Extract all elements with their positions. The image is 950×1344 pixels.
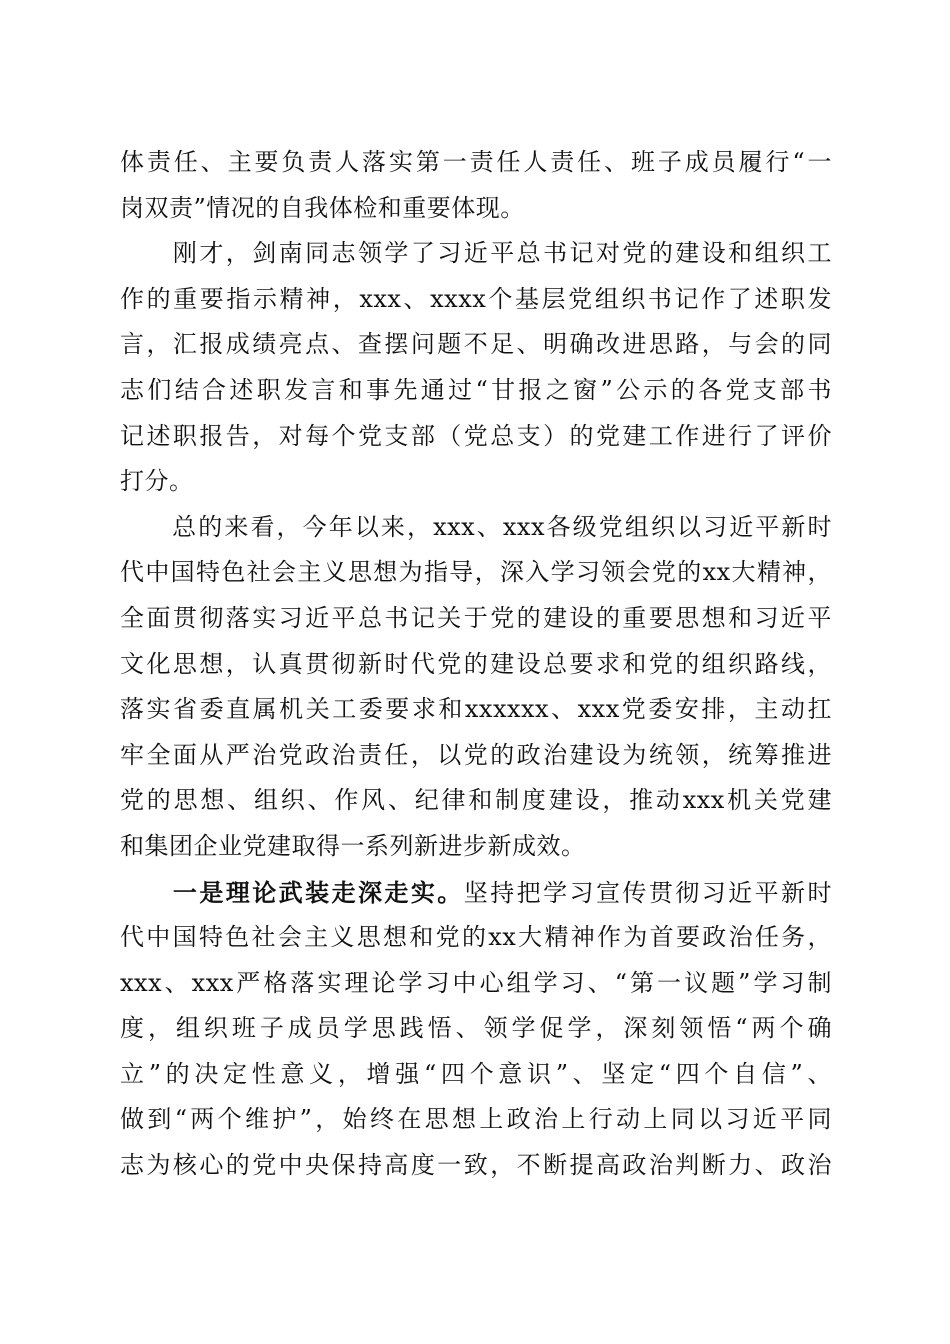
paragraph-3 — [120, 505, 832, 870]
text-line: 岗双责”情况的自我体检和重要体现。 — [120, 193, 525, 222]
text-line: 牢全面从严治党政治责任，以党的政治建设为统领，统筹推进 — [120, 740, 832, 769]
text-line: 体责任、主要负责人落实第一责任人责任、班子成员履行“一 — [120, 148, 832, 176]
text-line: 和集团企业党建取得一系列新进步新成效。 — [120, 831, 586, 860]
text-line: xxx、xxx严格落实理论学习中心组学习、“第一议题”学习制 — [120, 968, 832, 997]
text-line-rest: 坚持把学习宣传贯彻习近平新时 — [463, 878, 832, 907]
paragraph-1 — [120, 140, 832, 231]
text-line: 文化思想，认真贯彻新时代党的建设总要求和党的组织路线， — [120, 649, 832, 678]
text-line-with-lead — [120, 870, 832, 916]
text-line: 言，汇报成绩亮点、查摆问题不足、明确改进思路，与会的同 — [120, 330, 832, 359]
text-line: 度，组织班子成员学思践悟、领学促学，深刻领悟“两个确 — [120, 1014, 832, 1043]
text-line: 落实省委直属机关工委要求和xxxxxx、xxx党委安排，主动扛 — [120, 695, 832, 724]
paragraph-lead-heading: 一是理论武装走深走实。 — [120, 877, 464, 907]
text-line: 代中国特色社会主义思想为指导，深入学习领会党的xx大精神， — [120, 558, 832, 587]
text-line: 代中国特色社会主义思想和党的xx大精神作为首要政治任务， — [120, 923, 832, 952]
text-line: 志为核心的党中央保持高度一致，不断提高政治判断力、政治 — [120, 1151, 832, 1180]
text-line: 做到“两个维护”，始终在思想上政治上行动上同以习近平同 — [120, 1105, 832, 1134]
text-line: 刚才，剑南同志领学了习近平总书记对党的建设和组织工 — [120, 239, 832, 268]
text-line: 立”的决定性意义，增强“四个意识”、坚定“四个自信”、 — [120, 1059, 832, 1088]
text-line: 党的思想、组织、作风、纪律和制度建设，推动xxx机关党建 — [120, 786, 832, 815]
text-line: 总的来看，今年以来，xxx、xxx各级党组织以习近平新时 — [120, 512, 832, 541]
text-line: 记述职报告，对每个党支部（党总支）的党建工作进行了评价 — [120, 421, 832, 450]
text-line: 全面贯彻落实习近平总书记关于党的建设的重要思想和习近平 — [120, 603, 832, 632]
document-page — [120, 140, 832, 1189]
text-line: 志们结合述职发言和事先通过“甘报之窗”公示的各党支部书 — [120, 375, 832, 404]
text-line: 打分。 — [120, 467, 194, 496]
text-line: 作的重要指示精神，xxx、xxxx个基层党组织书记作了述职发 — [120, 284, 832, 313]
paragraph-2 — [120, 231, 832, 505]
paragraph-4 — [120, 870, 832, 1189]
